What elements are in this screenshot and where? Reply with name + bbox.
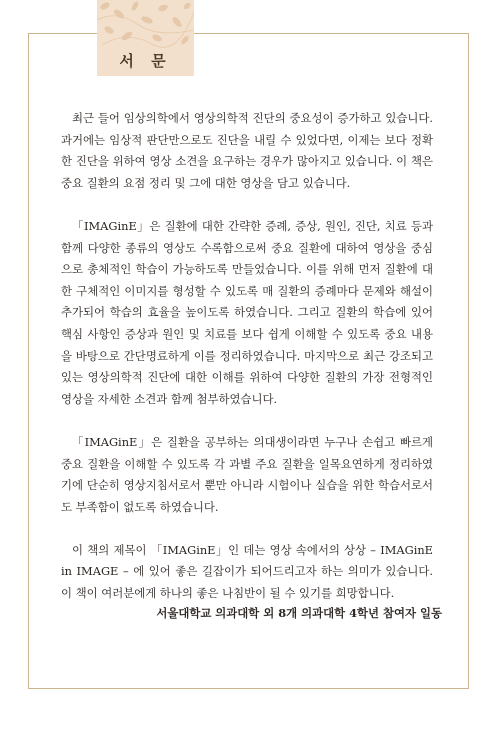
page-title: 서 문 [119,52,172,70]
leaf-pattern-icon [97,0,194,48]
title-banner [97,0,194,76]
preface-body [61,108,433,626]
signature: 서울대학교 의과대학 외 8개 의과대학 4학년 참여자 일동 [156,606,442,620]
paragraph-4: 이 책의 제목이 「IMAGinE」인 데는 영상 속에서의 상상 – IMAGinE in IMAGE – 에 있어 좋은 길잡이가 되어드리고자 하는 의미가 있습니다. 이 책이 여러분에게 하나의 좋은 나침반이 될 수 있기를 희망합니다. [61,542,433,601]
paragraph-3: 「IMAGinE」은 질환을 공부하는 의대생이라면 누구나 손쉽고 빠르게 중요 질환을 이해할 수 있도록 각 과별 주요 질환을 일목요연하게 정리하였기에 단순히 영상지침서로서 뿐만 아니라 시험이나 실습을 위한 학습서로서도 부족함이 없도록 하였습니다. [61,434,433,514]
paragraph-1: 최근 들어 임상의학에서 영상의학적 진단의 중요성이 증가하고 있습니다. 과거에는 임상적 판단만으로도 진단을 내릴 수 있었다면, 이제는 보다 정확한 진단을 위하여 영상 소견을 요구하는 경우가 많아지고 있습니다. 이 책은 중요 질환의 요점 정리 및 그에 대한 영상을 담고 있습니다. [61,111,433,190]
paragraph-2: 「IMAGinE」은 질환에 대한 간략한 증례, 증상, 원인, 진단, 치료 등과 함께 다양한 종류의 영상도 수록함으로써 중요 질환에 대하여 영상을 중심으로 총체적인 학습이 가능하도록 만들었습니다. 이를 위해 먼저 질환에 대한 구체적인 이미지를 형성할 수 있도록 매 질환의 증례마다 문제와 해설이 추가되어 학습의 효율을 높이도록 하였습니다. 그리고 질환의 학습에 있어 핵심 사항인 증상과 원인 및 치료를 보다 쉽게 이해할 수 있도록 중요 내용을 바탕으로 간단명료하게 이를 정리하였습니다. 마지막으로 최근 강조되고 있는 영상의학적 진단에 대한 이해를 위하여 다양한 질환의 가장 전형적인 영상을 자세한 소견과 함께 첨부하였습니다. [61,218,433,406]
